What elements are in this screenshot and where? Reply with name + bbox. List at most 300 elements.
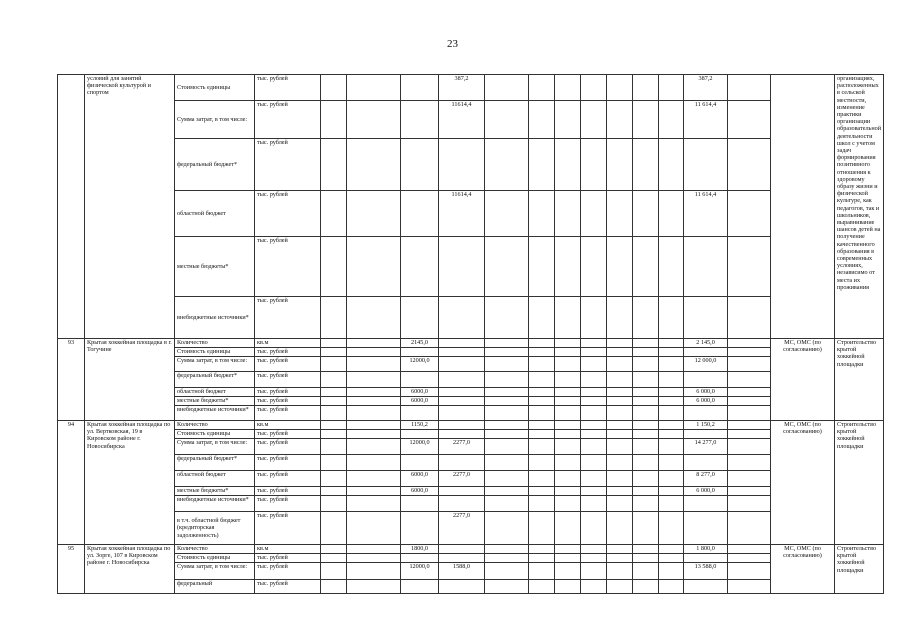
empty-cell xyxy=(633,397,659,406)
empty-cell xyxy=(529,430,555,439)
unit-cell: тыс. рублей xyxy=(255,397,321,406)
empty-cell xyxy=(555,439,581,455)
executor-cell: МС, ОМС (по согласованию) xyxy=(771,545,835,594)
empty-cell xyxy=(633,139,659,191)
item-name: Крытая хоккейная площадка по ул. Вертковская, 19 в Кировском районе г. Новосибирска xyxy=(85,421,175,545)
empty-cell xyxy=(728,563,771,580)
value-2016 xyxy=(401,237,439,297)
empty-cell xyxy=(581,580,607,594)
empty-cell xyxy=(529,101,555,139)
empty-cell xyxy=(728,421,771,430)
expected-result: Строительство крытой хоккейной площадки xyxy=(835,545,884,594)
executor-cell: МС, ОМС (по согласованию) xyxy=(771,421,835,545)
indicator-label: Количество xyxy=(175,421,255,430)
value-2016: 12000,0 xyxy=(401,439,439,455)
empty-cell xyxy=(485,237,529,297)
empty-cell xyxy=(485,191,529,237)
indicator-label: Сумма затрат, в том числе: xyxy=(175,439,255,455)
value-2016 xyxy=(401,101,439,139)
empty-cell xyxy=(581,545,607,554)
empty-cell xyxy=(607,237,633,297)
empty-cell xyxy=(555,388,581,397)
value-2016 xyxy=(401,297,439,339)
table-row xyxy=(58,580,884,594)
empty-cell xyxy=(728,580,771,594)
indicator-label: внебюджетные источники* xyxy=(175,297,255,339)
value-total xyxy=(684,406,728,421)
empty-cell xyxy=(607,471,633,487)
empty-cell xyxy=(607,75,633,101)
value-2017: 387,2 xyxy=(439,75,485,101)
empty-cell xyxy=(659,75,684,101)
unit-cell: кв.м xyxy=(255,421,321,430)
empty-cell xyxy=(659,339,684,348)
indicator-label: Стоимость единицы xyxy=(175,430,255,439)
value-2016: 6000,0 xyxy=(401,397,439,406)
indicator-label: местные бюджеты* xyxy=(175,487,255,496)
value-2017 xyxy=(439,406,485,421)
value-2017 xyxy=(439,372,485,388)
unit-cell: тыс. рублей xyxy=(255,439,321,455)
table-row xyxy=(58,406,884,421)
empty-cell xyxy=(529,75,555,101)
empty-cell xyxy=(321,580,347,594)
empty-cell xyxy=(659,430,684,439)
empty-cell xyxy=(607,563,633,580)
empty-cell xyxy=(607,406,633,421)
empty-cell xyxy=(347,496,401,512)
empty-cell xyxy=(607,430,633,439)
empty-cell xyxy=(321,439,347,455)
empty-cell xyxy=(321,455,347,471)
empty-cell xyxy=(659,297,684,339)
empty-cell xyxy=(485,297,529,339)
table-row xyxy=(58,372,884,388)
empty-cell xyxy=(529,563,555,580)
empty-cell xyxy=(728,388,771,397)
value-2016: 6000,0 xyxy=(401,388,439,397)
table-row xyxy=(58,388,884,397)
empty-cell xyxy=(633,439,659,455)
empty-cell xyxy=(321,139,347,191)
value-2016: 1150,2 xyxy=(401,421,439,430)
table-row xyxy=(58,455,884,471)
empty-cell xyxy=(555,75,581,101)
value-2017 xyxy=(439,554,485,563)
empty-cell xyxy=(555,191,581,237)
empty-cell xyxy=(555,512,581,545)
value-2017 xyxy=(439,545,485,554)
value-total xyxy=(684,139,728,191)
table-row xyxy=(58,348,884,357)
unit-cell: тыс. рублей xyxy=(255,554,321,563)
empty-cell xyxy=(728,439,771,455)
item-number xyxy=(58,75,85,339)
empty-cell xyxy=(347,487,401,496)
value-total: 6 000,0 xyxy=(684,487,728,496)
value-total xyxy=(684,496,728,512)
value-2016 xyxy=(401,191,439,237)
empty-cell xyxy=(633,297,659,339)
indicator-label: федеральный бюджет* xyxy=(175,372,255,388)
empty-cell xyxy=(529,339,555,348)
empty-cell xyxy=(529,554,555,563)
empty-cell xyxy=(321,554,347,563)
empty-cell xyxy=(529,237,555,297)
empty-cell xyxy=(728,554,771,563)
value-total: 1 800,0 xyxy=(684,545,728,554)
unit-cell: тыс. рублей xyxy=(255,357,321,372)
empty-cell xyxy=(659,388,684,397)
empty-cell xyxy=(347,471,401,487)
empty-cell xyxy=(555,348,581,357)
empty-cell xyxy=(321,563,347,580)
value-2017 xyxy=(439,388,485,397)
empty-cell xyxy=(321,430,347,439)
empty-cell xyxy=(607,487,633,496)
empty-cell xyxy=(485,512,529,545)
empty-cell xyxy=(728,357,771,372)
empty-cell xyxy=(728,512,771,545)
empty-cell xyxy=(728,545,771,554)
empty-cell xyxy=(633,487,659,496)
unit-cell: тыс. рублей xyxy=(255,455,321,471)
empty-cell xyxy=(633,563,659,580)
empty-cell xyxy=(728,397,771,406)
indicator-label: федеральный бюджет* xyxy=(175,455,255,471)
empty-cell xyxy=(529,139,555,191)
empty-cell xyxy=(555,496,581,512)
empty-cell xyxy=(321,397,347,406)
empty-cell xyxy=(581,563,607,580)
table-row xyxy=(58,496,884,512)
item-number: 94 xyxy=(58,421,85,545)
empty-cell xyxy=(485,372,529,388)
value-2017 xyxy=(439,455,485,471)
indicator-label: областной бюджет xyxy=(175,471,255,487)
empty-cell xyxy=(728,75,771,101)
empty-cell xyxy=(555,545,581,554)
empty-cell xyxy=(728,430,771,439)
empty-cell xyxy=(633,421,659,430)
value-2017 xyxy=(439,348,485,357)
indicator-label: Количество xyxy=(175,545,255,554)
unit-cell: тыс. рублей xyxy=(255,487,321,496)
empty-cell xyxy=(728,471,771,487)
empty-cell xyxy=(347,563,401,580)
empty-cell xyxy=(633,580,659,594)
value-2017 xyxy=(439,237,485,297)
empty-cell xyxy=(633,237,659,297)
empty-cell xyxy=(659,580,684,594)
empty-cell xyxy=(347,357,401,372)
expected-result: организациях, расположенных в сельской местности, изменение практики организации образовательной деятельности школ с учетом задач формирования позитивного отношения к здоровому образу жизни и физической культуре, как педагогов, так и школьников, выравнивание шансов детей на получение качественного образования в современных условиях, независимо от места их проживания xyxy=(835,75,884,339)
empty-cell xyxy=(728,339,771,348)
value-2017 xyxy=(439,487,485,496)
empty-cell xyxy=(659,554,684,563)
item-name: условий для занятий физической культурой и спортом xyxy=(85,75,175,339)
empty-cell xyxy=(659,101,684,139)
empty-cell xyxy=(555,455,581,471)
unit-cell: тыс. рублей xyxy=(255,471,321,487)
empty-cell xyxy=(659,191,684,237)
table-row xyxy=(58,101,884,139)
empty-cell xyxy=(485,421,529,430)
table-row xyxy=(58,397,884,406)
empty-cell xyxy=(321,101,347,139)
empty-cell xyxy=(347,545,401,554)
empty-cell xyxy=(659,348,684,357)
indicator-label: Стоимость единицы xyxy=(175,554,255,563)
empty-cell xyxy=(485,545,529,554)
table-row xyxy=(58,421,884,430)
empty-cell xyxy=(607,580,633,594)
executor-cell: МС, ОМС (по согласованию) xyxy=(771,339,835,421)
indicator-label: Стоимость единицы xyxy=(175,348,255,357)
empty-cell xyxy=(607,512,633,545)
empty-cell xyxy=(607,297,633,339)
empty-cell xyxy=(581,297,607,339)
value-2016 xyxy=(401,139,439,191)
empty-cell xyxy=(607,397,633,406)
value-2016 xyxy=(401,75,439,101)
unit-cell: тыс. рублей xyxy=(255,563,321,580)
unit-cell: тыс. рублей xyxy=(255,406,321,421)
expected-result: Строительство крытой хоккейной площадки xyxy=(835,421,884,545)
unit-cell: тыс. рублей xyxy=(255,139,321,191)
empty-cell xyxy=(555,357,581,372)
empty-cell xyxy=(485,397,529,406)
empty-cell xyxy=(347,421,401,430)
empty-cell xyxy=(659,455,684,471)
empty-cell xyxy=(529,487,555,496)
empty-cell xyxy=(728,191,771,237)
indicator-label: Сумма затрат, в том числе: xyxy=(175,563,255,580)
table-row xyxy=(58,430,884,439)
empty-cell xyxy=(555,471,581,487)
empty-cell xyxy=(485,139,529,191)
table-row xyxy=(58,439,884,455)
empty-cell xyxy=(347,397,401,406)
indicator-label: в т.ч. областной бюджет (кредиторская задолженность) xyxy=(175,512,255,545)
unit-cell: тыс. рублей xyxy=(255,580,321,594)
empty-cell xyxy=(633,372,659,388)
empty-cell xyxy=(485,471,529,487)
value-2016 xyxy=(401,512,439,545)
empty-cell xyxy=(529,372,555,388)
empty-cell xyxy=(607,388,633,397)
empty-cell xyxy=(529,297,555,339)
empty-cell xyxy=(607,554,633,563)
empty-cell xyxy=(633,191,659,237)
empty-cell xyxy=(321,545,347,554)
empty-cell xyxy=(347,406,401,421)
empty-cell xyxy=(633,471,659,487)
empty-cell xyxy=(659,421,684,430)
empty-cell xyxy=(321,339,347,348)
empty-cell xyxy=(555,563,581,580)
empty-cell xyxy=(633,406,659,421)
value-2016 xyxy=(401,580,439,594)
empty-cell xyxy=(555,580,581,594)
empty-cell xyxy=(555,421,581,430)
value-total xyxy=(684,348,728,357)
indicator-label: областной бюджет xyxy=(175,191,255,237)
empty-cell xyxy=(728,455,771,471)
table-row xyxy=(58,471,884,487)
empty-cell xyxy=(555,101,581,139)
empty-cell xyxy=(581,372,607,388)
value-total xyxy=(684,580,728,594)
table-row xyxy=(58,487,884,496)
empty-cell xyxy=(728,297,771,339)
empty-cell xyxy=(485,439,529,455)
unit-cell: тыс. рублей xyxy=(255,512,321,545)
empty-cell xyxy=(485,75,529,101)
item-name: Крытая хоккейная площадка в г. Тогучине xyxy=(85,339,175,421)
value-total xyxy=(684,512,728,545)
value-2017: 2277,0 xyxy=(439,512,485,545)
indicator-label: Количество xyxy=(175,339,255,348)
empty-cell xyxy=(581,388,607,397)
value-2016 xyxy=(401,455,439,471)
empty-cell xyxy=(659,439,684,455)
empty-cell xyxy=(321,372,347,388)
empty-cell xyxy=(347,372,401,388)
empty-cell xyxy=(485,487,529,496)
empty-cell xyxy=(485,563,529,580)
empty-cell xyxy=(633,455,659,471)
empty-cell xyxy=(529,406,555,421)
value-2016 xyxy=(401,348,439,357)
value-2017 xyxy=(439,496,485,512)
empty-cell xyxy=(581,397,607,406)
empty-cell xyxy=(529,580,555,594)
value-2016: 12000,0 xyxy=(401,357,439,372)
empty-cell xyxy=(347,430,401,439)
empty-cell xyxy=(555,397,581,406)
empty-cell xyxy=(321,191,347,237)
empty-cell xyxy=(581,421,607,430)
empty-cell xyxy=(607,191,633,237)
table-row xyxy=(58,545,884,554)
indicator-label: внебюджетные источники* xyxy=(175,406,255,421)
budget-table xyxy=(57,74,884,594)
empty-cell xyxy=(485,388,529,397)
value-2016 xyxy=(401,406,439,421)
table-row xyxy=(58,554,884,563)
unit-cell: тыс. рублей xyxy=(255,372,321,388)
empty-cell xyxy=(633,75,659,101)
empty-cell xyxy=(485,580,529,594)
table-row xyxy=(58,357,884,372)
empty-cell xyxy=(529,421,555,430)
empty-cell xyxy=(659,139,684,191)
empty-cell xyxy=(659,487,684,496)
empty-cell xyxy=(555,339,581,348)
empty-cell xyxy=(728,139,771,191)
empty-cell xyxy=(581,406,607,421)
table-row xyxy=(58,512,884,545)
empty-cell xyxy=(659,471,684,487)
empty-cell xyxy=(633,388,659,397)
item-number: 95 xyxy=(58,545,85,594)
empty-cell xyxy=(485,339,529,348)
item-name: Крытая хоккейная площадка по ул. Зорге, 107 в Кировском районе г. Новосибирска xyxy=(85,545,175,594)
empty-cell xyxy=(347,297,401,339)
empty-cell xyxy=(321,237,347,297)
unit-cell: тыс. рублей xyxy=(255,348,321,357)
empty-cell xyxy=(728,406,771,421)
empty-cell xyxy=(321,471,347,487)
empty-cell xyxy=(581,512,607,545)
empty-cell xyxy=(633,357,659,372)
empty-cell xyxy=(555,139,581,191)
value-total: 11 614,4 xyxy=(684,191,728,237)
empty-cell xyxy=(607,545,633,554)
empty-cell xyxy=(529,455,555,471)
empty-cell xyxy=(347,191,401,237)
empty-cell xyxy=(607,348,633,357)
value-2016 xyxy=(401,554,439,563)
empty-cell xyxy=(633,554,659,563)
value-total: 6 000,0 xyxy=(684,397,728,406)
empty-cell xyxy=(581,455,607,471)
empty-cell xyxy=(581,554,607,563)
value-total: 11 614,4 xyxy=(684,101,728,139)
value-total xyxy=(684,372,728,388)
empty-cell xyxy=(529,357,555,372)
empty-cell xyxy=(581,496,607,512)
empty-cell xyxy=(555,237,581,297)
empty-cell xyxy=(607,421,633,430)
empty-cell xyxy=(633,496,659,512)
unit-cell: тыс. рублей xyxy=(255,388,321,397)
empty-cell xyxy=(607,496,633,512)
value-2017: 2277,0 xyxy=(439,439,485,455)
empty-cell xyxy=(581,75,607,101)
empty-cell xyxy=(659,563,684,580)
empty-cell xyxy=(581,237,607,297)
empty-cell xyxy=(347,439,401,455)
value-total xyxy=(684,430,728,439)
value-2017 xyxy=(439,139,485,191)
empty-cell xyxy=(529,439,555,455)
empty-cell xyxy=(347,348,401,357)
empty-cell xyxy=(555,430,581,439)
empty-cell xyxy=(347,512,401,545)
empty-cell xyxy=(529,348,555,357)
empty-cell xyxy=(485,430,529,439)
empty-cell xyxy=(581,430,607,439)
value-2016: 6000,0 xyxy=(401,471,439,487)
empty-cell xyxy=(555,554,581,563)
empty-cell xyxy=(659,545,684,554)
value-total xyxy=(684,297,728,339)
empty-cell xyxy=(581,101,607,139)
value-2016: 2145,0 xyxy=(401,339,439,348)
empty-cell xyxy=(529,545,555,554)
indicator-label: федеральный xyxy=(175,580,255,594)
empty-cell xyxy=(728,237,771,297)
empty-cell xyxy=(659,512,684,545)
value-total: 13 588,0 xyxy=(684,563,728,580)
empty-cell xyxy=(728,101,771,139)
value-total xyxy=(684,455,728,471)
empty-cell xyxy=(347,139,401,191)
empty-cell xyxy=(607,372,633,388)
value-2016 xyxy=(401,496,439,512)
